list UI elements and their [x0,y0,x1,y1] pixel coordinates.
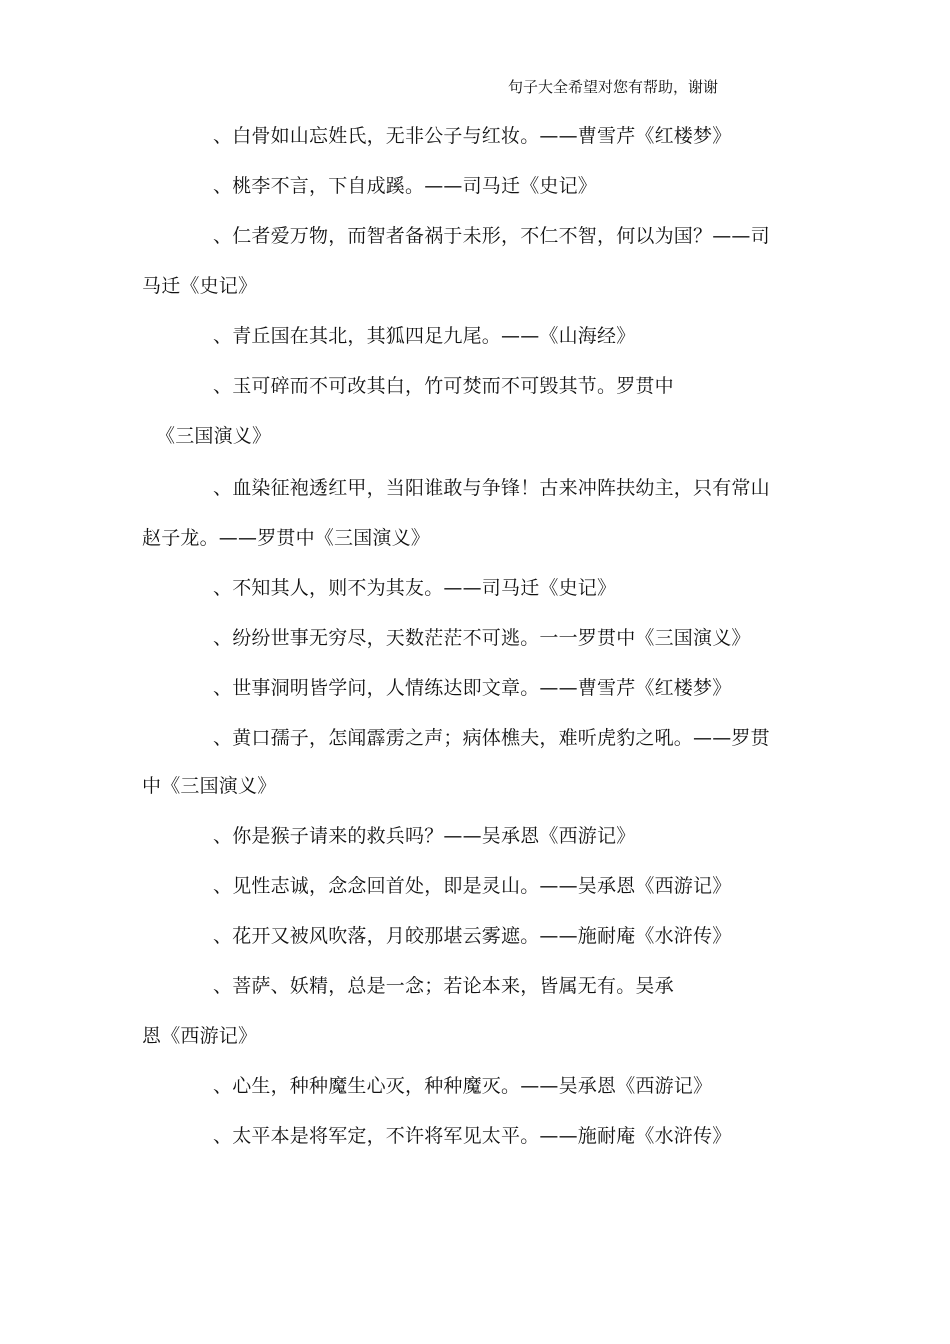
quote-line: 、桃李不言，下自成蹊。——司马迁《史记》 [213,175,598,197]
quote-line-continued: 恩《西游记》 [142,1025,258,1047]
quote-line: 、玉可碎而不可改其白，竹可焚而不可毁其节。罗贯中 [213,375,674,397]
quote-line-continued: 中《三国演义》 [142,775,277,797]
quote-line: 、纷纷世事无穷尽，天数茫茫不可逃。一一罗贯中《三国演义》 [213,627,751,649]
quote-line: 、黄口孺子，怎闻霹雳之声；病体樵夫，难听虎豹之吼。——罗贯 [213,727,770,749]
quote-line-continued: 马迁《史记》 [142,275,258,297]
quote-line: 、太平本是将军定，不许将军见太平。——施耐庵《水浒传》 [213,1125,732,1147]
quote-line: 、见性志诚，念念回首处，即是灵山。——吴承恩《西游记》 [213,875,732,897]
quote-line: 、世事洞明皆学问，人情练达即文章。——曹雪芹《红楼梦》 [213,677,732,699]
quote-line: 、青丘国在其北，其狐四足九尾。——《山海经》 [213,325,636,347]
quote-line: 、菩萨、妖精，总是一念；若论本来，皆属无有。吴承 [213,975,674,997]
quote-line-continued: 《三国演义》 [156,425,272,447]
quote-line: 、仁者爱万物，而智者备祸于未形，不仁不智，何以为国？——司 [213,225,770,247]
quote-line: 、花开又被风吹落，月皎那堪云雾遮。——施耐庵《水浒传》 [213,925,732,947]
quote-line-continued: 赵子龙。——罗贯中《三国演义》 [142,527,431,549]
quote-line: 、心生，种种魔生心灭，种种魔灭。——吴承恩《西游记》 [213,1075,713,1097]
quote-line: 、你是猴子请来的救兵吗？——吴承恩《西游记》 [213,825,636,847]
quote-line: 、血染征袍透红甲，当阳谁敢与争锋！古来冲阵扶幼主，只有常山 [213,477,770,499]
quote-line: 、不知其人，则不为其友。——司马迁《史记》 [213,577,617,599]
header-note: 句子大全希望对您有帮助，谢谢 [508,78,719,96]
quote-line: 、白骨如山忘姓氏，无非公子与红妆。——曹雪芹《红楼梦》 [213,125,732,147]
